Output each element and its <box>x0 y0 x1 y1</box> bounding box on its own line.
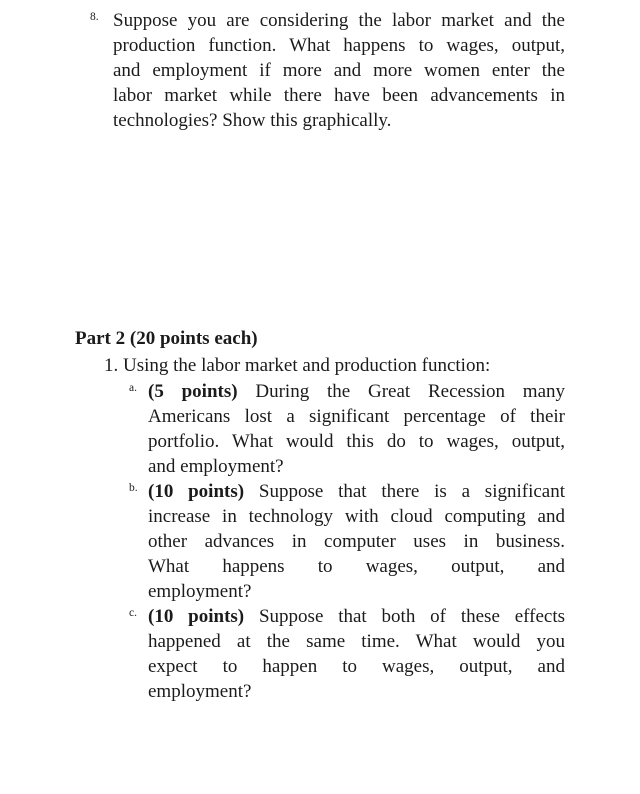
question-1a-line-1 <box>148 379 565 404</box>
question-1b-line-5: employment? <box>148 581 252 602</box>
question-1b-line-4: What happens to wages, output, and <box>148 556 565 577</box>
question-1c-line-4: employment? <box>148 681 252 702</box>
question-8-line-2: production function. What happens to wages, output, <box>113 35 565 56</box>
question-8-marker: 8. <box>90 11 99 23</box>
question-1a-marker: a. <box>129 382 137 394</box>
question-1a-line-3: portfolio. What would this do to wages, output, <box>148 431 565 452</box>
question-1b-points: (10 points) <box>148 481 245 502</box>
question-8 <box>90 8 565 133</box>
question-1a-line-1-text: During the Great Recession many <box>255 381 566 402</box>
question-1b-line-1-text: Suppose that there is a significant <box>258 481 566 502</box>
part-2-item-1 <box>104 353 490 378</box>
question-1c-line-3: expect to happen to wages, output, and <box>148 656 565 677</box>
question-1a-line-4: and employment? <box>148 456 284 477</box>
question-8-line-4: labor market while there have been advancements in <box>113 85 565 106</box>
question-1c-line-1 <box>148 604 565 629</box>
question-1b-marker: b. <box>129 482 138 494</box>
question-1c-line-2: happened at the same time. What would you <box>148 631 565 652</box>
question-1a-points: (5 points) <box>148 381 238 402</box>
question-1c <box>129 604 565 704</box>
question-1b <box>129 479 566 604</box>
question-8-line-5: technologies? Show this graphically. <box>113 110 392 131</box>
part-2-heading: Part 2 (20 points each) <box>75 328 258 349</box>
question-8-line-1: Suppose you are considering the labor market and the <box>113 10 565 31</box>
question-1a <box>129 379 566 479</box>
question-1b-line-1 <box>148 479 565 504</box>
question-1c-marker: c. <box>129 607 137 619</box>
question-8-line-3: and employment if more and more women enter the <box>113 60 565 81</box>
question-1c-line-1-text: Suppose that both of these effects <box>258 606 565 627</box>
item-1-marker: 1. <box>104 355 119 376</box>
question-1c-points: (10 points) <box>148 606 245 627</box>
item-1-text: Using the labor market and production function: <box>123 355 491 376</box>
question-1b-line-3: other advances in computer uses in business. <box>148 531 565 552</box>
question-1b-line-2: increase in technology with cloud computing and <box>148 506 565 527</box>
question-1a-line-2: Americans lost a significant percentage of their <box>148 406 565 427</box>
